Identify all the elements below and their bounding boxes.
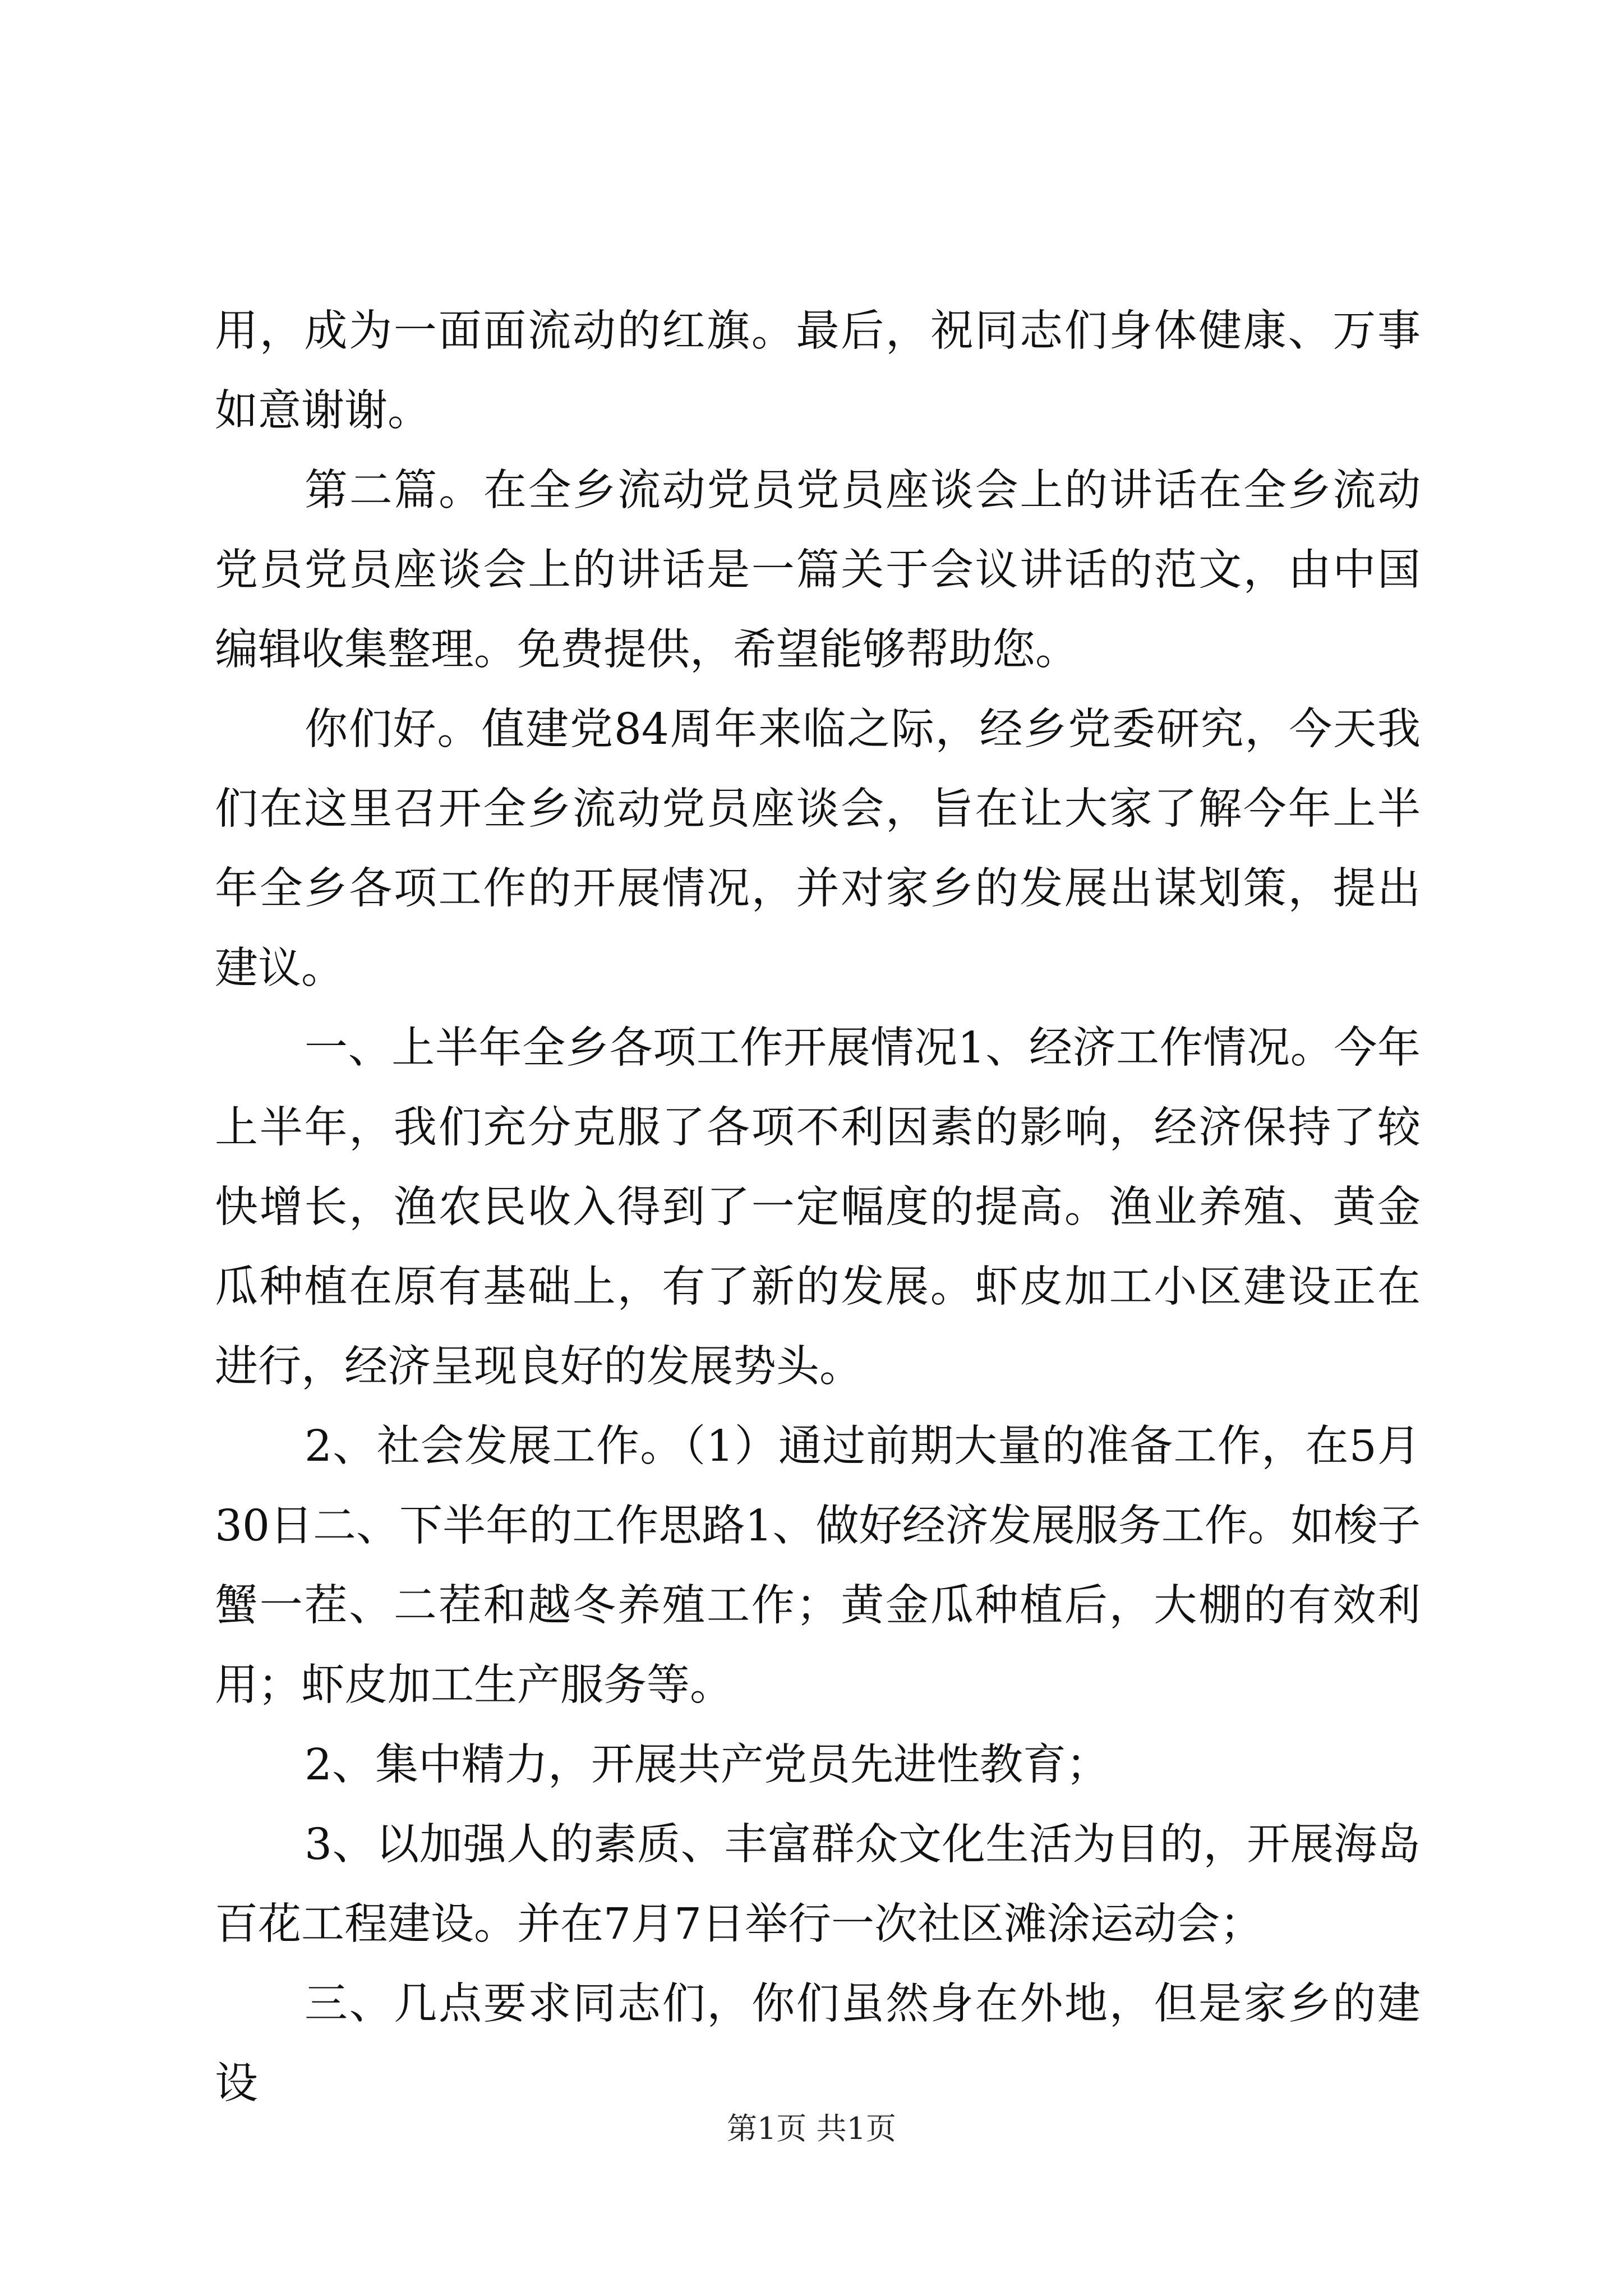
paragraph-section-three: 三、几点要求同志们，你们虽然身在外地，但是家乡的建设 xyxy=(215,1979,1421,2109)
paragraph-section-one: 一、上半年全乡各项工作开展情况1、经济工作情况。今年上半年，我们充分克服了各项不利因素的影响，经济保持了较快增长，渔农民收入得到了一定幅度的提高。渔业养殖、黄金瓜种植在原有基础上，有了新的发展。虾皮加工小区建设正在进行，经济呈现良好的发展势头。 xyxy=(215,1023,1421,1392)
document-body xyxy=(215,292,1421,2124)
paragraph-second-article-intro: 第二篇。在全乡流动党员党员座谈会上的讲话在全乡流动党员党员座谈会上的讲话是一篇关于会议讲话的范文，由中国编辑收集整理。免费提供，希望能够帮助您。 xyxy=(215,466,1421,675)
paragraph-social-development: 2、社会发展工作。（1）通过前期大量的准备工作，在5月30日二、下半年的工作思路1、做好经济发展服务工作。如梭子蟹一茬、二茬和越冬养殖工作；黄金瓜种植后，大棚的有效利用；虾皮加工生产服务等。 xyxy=(215,1421,1421,1710)
paragraph-item-three: 3、以加强人的素质、丰富群众文化生活为目的，开展海岛百花工程建设。并在7月7日举行一次社区滩涂运动会； xyxy=(215,1820,1421,1949)
page-footer: 第1页 共1页 xyxy=(727,2111,896,2146)
paragraph-continuation: 用，成为一面面流动的红旗。最后，祝同志们身体健康、万事如意谢谢。 xyxy=(215,306,1421,436)
paragraph-item-two: 2、集中精力，开展共产党员先进性教育； xyxy=(305,1740,1109,1790)
paragraph-greeting: 你们好。值建党84周年来临之际，经乡党委研究，今天我们在这里召开全乡流动党员座谈会，旨在让大家了解今年上半年全乡各项工作的开展情况，并对家乡的发展出谋划策，提出建议。 xyxy=(215,705,1421,993)
